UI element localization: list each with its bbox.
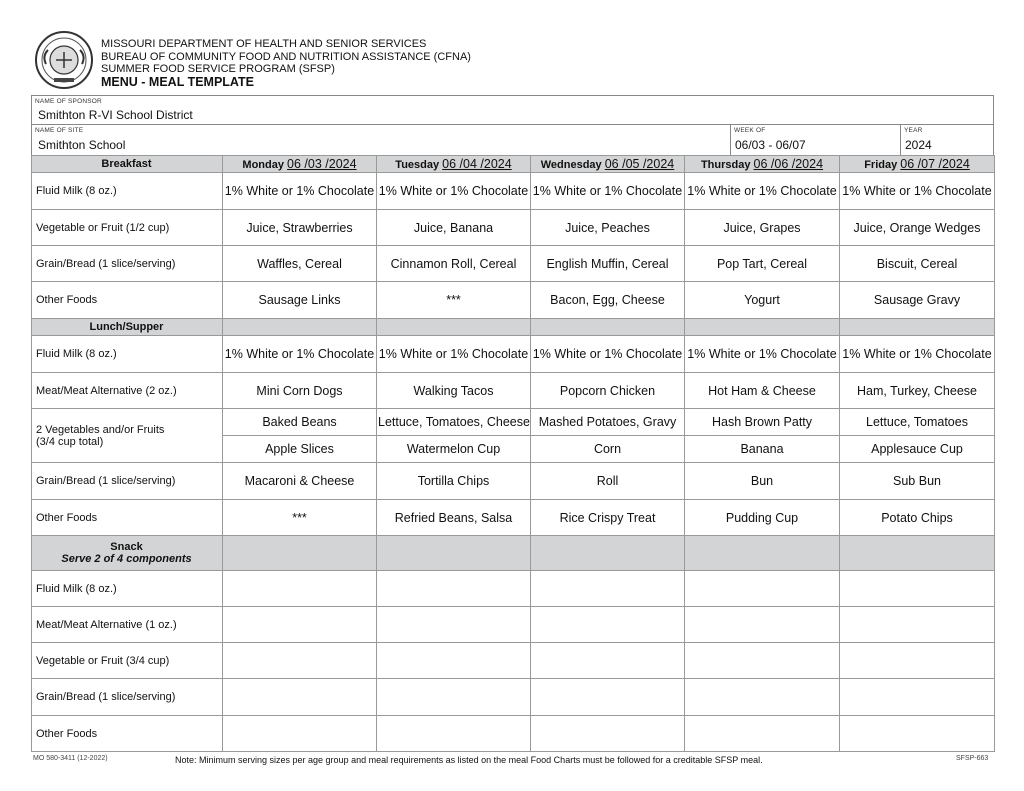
row-label: Grain/Bread (1 slice/serving): [32, 463, 223, 500]
row-label: Meat/Meat Alternative (2 oz.): [32, 373, 223, 409]
menu-cell[interactable]: Mashed Potatoes, Gravy: [531, 409, 685, 436]
menu-cell[interactable]: [840, 607, 995, 643]
table-row: [32, 679, 995, 716]
menu-cell[interactable]: [377, 679, 531, 716]
week-field[interactable]: [730, 124, 901, 156]
menu-cell[interactable]: [531, 679, 685, 716]
row-label: Grain/Bread (1 slice/serving): [32, 246, 223, 282]
menu-cell[interactable]: Juice, Banana: [377, 210, 531, 246]
menu-cell[interactable]: [531, 716, 685, 752]
menu-cell[interactable]: Sausage Links: [223, 282, 377, 319]
department-line: MISSOURI DEPARTMENT OF HEALTH AND SENIOR SERVICES: [101, 38, 427, 50]
table-row: [32, 716, 995, 752]
menu-cell[interactable]: [377, 716, 531, 752]
menu-cell[interactable]: Watermelon Cup: [377, 436, 531, 463]
menu-cell[interactable]: [531, 571, 685, 607]
menu-cell[interactable]: Rice Crispy Treat: [531, 500, 685, 536]
year-label: YEAR: [904, 127, 923, 134]
row-label: Vegetable or Fruit (3/4 cup): [32, 643, 223, 679]
sponsor-label: NAME OF SPONSOR: [35, 98, 102, 105]
table-row: [32, 463, 995, 500]
menu-cell[interactable]: Popcorn Chicken: [531, 373, 685, 409]
menu-cell[interactable]: Tortilla Chips: [377, 463, 531, 500]
menu-cell[interactable]: [685, 643, 840, 679]
menu-cell[interactable]: Pop Tart, Cereal: [685, 246, 840, 282]
menu-cell[interactable]: 1% White or 1% Chocolate: [531, 336, 685, 373]
menu-cell[interactable]: Hash Brown Patty: [685, 409, 840, 436]
menu-cell[interactable]: 1% White or 1% Chocolate: [377, 336, 531, 373]
table-row: [32, 282, 995, 319]
breakfast-title: Breakfast: [32, 156, 223, 173]
menu-cell[interactable]: [531, 643, 685, 679]
menu-cell[interactable]: [840, 716, 995, 752]
menu-cell[interactable]: Banana: [685, 436, 840, 463]
menu-cell[interactable]: Mini Corn Dogs: [223, 373, 377, 409]
form-title: MENU - MEAL TEMPLATE: [101, 74, 255, 89]
row-label: Fluid Milk (8 oz.): [32, 336, 223, 373]
menu-cell[interactable]: Bacon, Egg, Cheese: [531, 282, 685, 319]
menu-cell[interactable]: Macaroni & Cheese: [223, 463, 377, 500]
table-row: [32, 246, 995, 282]
row-label: Other Foods: [32, 282, 223, 319]
row-label: Vegetable or Fruit (1/2 cup): [32, 210, 223, 246]
menu-cell[interactable]: ***: [377, 282, 531, 319]
row-label: Grain/Bread (1 slice/serving): [32, 679, 223, 716]
menu-cell[interactable]: English Muffin, Cereal: [531, 246, 685, 282]
snack-header-row: [32, 536, 995, 571]
week-value: 06/03 - 06/07: [735, 138, 806, 152]
menu-cell[interactable]: Apple Slices: [223, 436, 377, 463]
menu-cell[interactable]: Lettuce, Tomatoes, Cheese: [377, 409, 531, 436]
day-header-tuesday: Tuesday 06 /04 /2024: [377, 156, 531, 173]
site-label: NAME OF SITE: [35, 127, 84, 134]
menu-cell[interactable]: [223, 716, 377, 752]
menu-cell[interactable]: Hot Ham & Cheese: [685, 373, 840, 409]
year-field[interactable]: [900, 124, 994, 156]
row-label: Other Foods: [32, 716, 223, 752]
day-header-wednesday: Wednesday 06 /05 /2024: [531, 156, 685, 173]
menu-cell[interactable]: 1% White or 1% Chocolate: [685, 336, 840, 373]
menu-cell[interactable]: [840, 571, 995, 607]
site-value: Smithton School: [38, 138, 126, 152]
meal-menu-table: [31, 155, 995, 752]
menu-cell[interactable]: [223, 571, 377, 607]
site-field[interactable]: [31, 124, 731, 156]
menu-cell[interactable]: 1% White or 1% Chocolate: [223, 336, 377, 373]
menu-cell[interactable]: 1% White or 1% Chocolate: [531, 173, 685, 210]
menu-cell[interactable]: [685, 679, 840, 716]
form-number: MO 580-3411 (12-2022): [33, 755, 108, 762]
menu-cell[interactable]: Walking Tacos: [377, 373, 531, 409]
menu-cell[interactable]: [377, 607, 531, 643]
table-row: [32, 500, 995, 536]
form-header: [101, 38, 471, 88]
lunch-header-row: [32, 319, 995, 336]
menu-cell[interactable]: Corn: [531, 436, 685, 463]
table-row: [32, 173, 995, 210]
menu-cell[interactable]: Juice, Peaches: [531, 210, 685, 246]
table-row: [32, 409, 995, 436]
row-label: 2 Vegetables and/or Fruits (3/4 cup total): [32, 409, 223, 463]
sponsor-value: Smithton R-VI School District: [38, 108, 193, 122]
table-row: [32, 607, 995, 643]
menu-cell[interactable]: ***: [223, 500, 377, 536]
day-header-thursday: Thursday 06 /06 /2024: [685, 156, 840, 173]
menu-cell[interactable]: Bun: [685, 463, 840, 500]
menu-cell[interactable]: 1% White or 1% Chocolate: [377, 173, 531, 210]
menu-cell[interactable]: Baked Beans: [223, 409, 377, 436]
menu-cell[interactable]: [685, 571, 840, 607]
menu-cell[interactable]: [377, 643, 531, 679]
breakfast-header-row: [32, 156, 995, 173]
menu-cell[interactable]: 1% White or 1% Chocolate: [223, 173, 377, 210]
table-row: [32, 336, 995, 373]
row-label: Fluid Milk (8 oz.): [32, 173, 223, 210]
menu-cell[interactable]: [840, 643, 995, 679]
menu-cell[interactable]: [685, 716, 840, 752]
menu-cell[interactable]: Roll: [531, 463, 685, 500]
menu-cell[interactable]: Juice, Strawberries: [223, 210, 377, 246]
menu-cell[interactable]: [840, 679, 995, 716]
menu-cell[interactable]: Lettuce, Tomatoes: [840, 409, 995, 436]
table-row: [32, 373, 995, 409]
menu-cell[interactable]: Waffles, Cereal: [223, 246, 377, 282]
menu-cell[interactable]: Sub Bun: [840, 463, 995, 500]
menu-cell[interactable]: [223, 643, 377, 679]
menu-cell[interactable]: Sausage Gravy: [840, 282, 995, 319]
menu-cell[interactable]: Refried Beans, Salsa: [377, 500, 531, 536]
row-label: Meat/Meat Alternative (1 oz.): [32, 607, 223, 643]
menu-cell[interactable]: [223, 607, 377, 643]
menu-cell[interactable]: Potato Chips: [840, 500, 995, 536]
table-row: [32, 571, 995, 607]
form-code: SFSP-663: [956, 755, 989, 762]
menu-cell[interactable]: Biscuit, Cereal: [840, 246, 995, 282]
menu-cell[interactable]: [531, 607, 685, 643]
year-value: 2024: [905, 138, 932, 152]
menu-cell[interactable]: [377, 571, 531, 607]
row-label: Other Foods: [32, 500, 223, 536]
sponsor-field[interactable]: [31, 95, 994, 125]
menu-cell[interactable]: 1% White or 1% Chocolate: [840, 173, 995, 210]
missouri-seal-icon: [34, 30, 94, 90]
menu-cell[interactable]: Juice, Grapes: [685, 210, 840, 246]
row-label: Fluid Milk (8 oz.): [32, 571, 223, 607]
menu-cell[interactable]: Ham, Turkey, Cheese: [840, 373, 995, 409]
menu-cell[interactable]: [223, 679, 377, 716]
menu-cell[interactable]: 1% White or 1% Chocolate: [685, 173, 840, 210]
snack-title: Snack Serve 2 of 4 components: [32, 536, 223, 571]
menu-cell[interactable]: [685, 607, 840, 643]
menu-cell[interactable]: Juice, Orange Wedges: [840, 210, 995, 246]
menu-cell[interactable]: Cinnamon Roll, Cereal: [377, 246, 531, 282]
program-line: SUMMER FOOD SERVICE PROGRAM (SFSP): [101, 63, 335, 75]
day-header-friday: Friday 06 /07 /2024: [840, 156, 995, 173]
day-header-monday: Monday 06 /03 /2024: [223, 156, 377, 173]
menu-cell[interactable]: Applesauce Cup: [840, 436, 995, 463]
bureau-line: BUREAU OF COMMUNITY FOOD AND NUTRITION ASSISTANCE (CFNA): [101, 50, 471, 63]
week-label: WEEK OF: [734, 127, 766, 134]
lunch-title: Lunch/Supper: [32, 319, 223, 336]
footer-note: Note: Minimum serving sizes per age group and meal requirements as listed on the meal Food Charts must be followed for a creditable SFSP meal.: [175, 755, 763, 765]
menu-cell[interactable]: Pudding Cup: [685, 500, 840, 536]
table-row: [32, 643, 995, 679]
menu-cell[interactable]: Yogurt: [685, 282, 840, 319]
menu-cell[interactable]: 1% White or 1% Chocolate: [840, 336, 995, 373]
table-row: [32, 210, 995, 246]
